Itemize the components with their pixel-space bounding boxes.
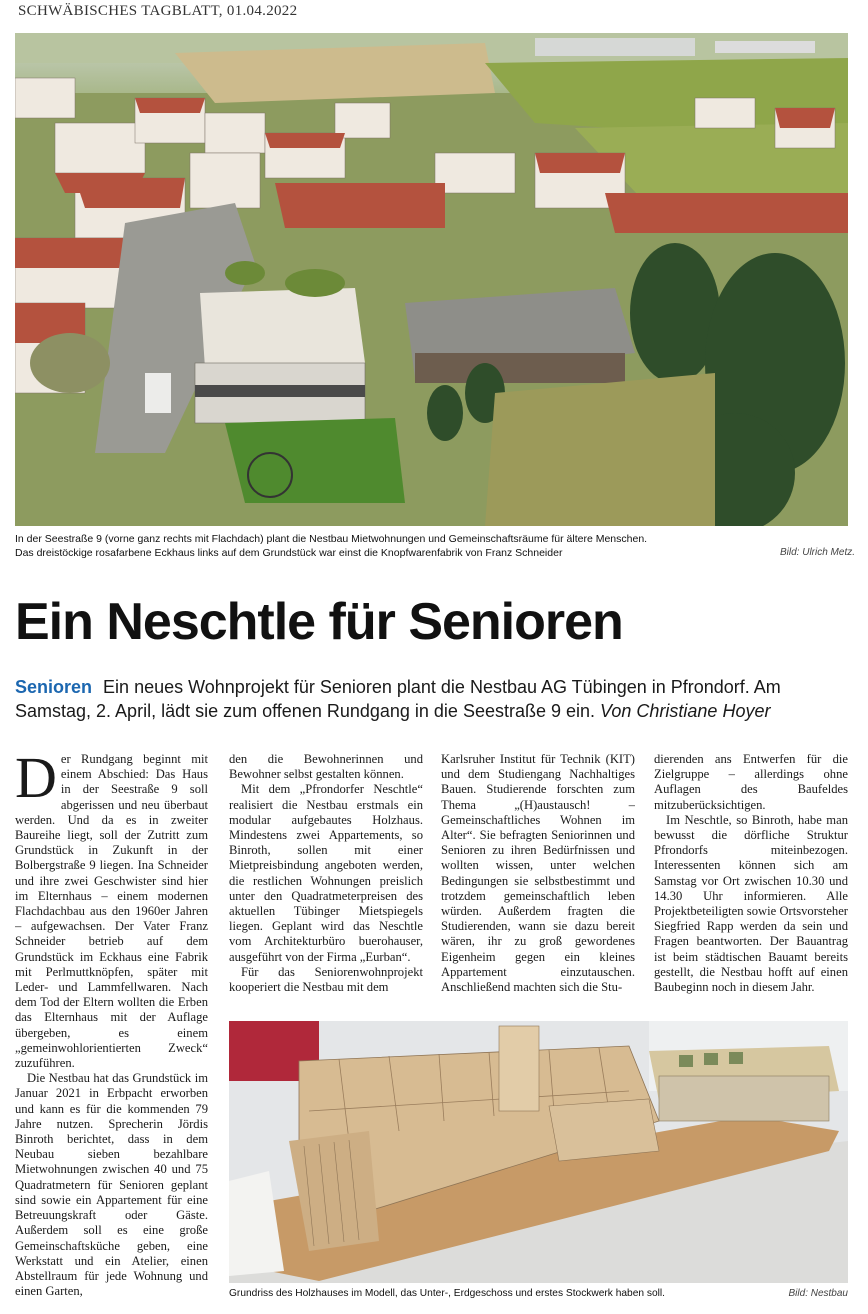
body-column-2 [229, 752, 423, 1014]
body-column-1 [15, 752, 208, 1306]
body-paragraph: dierenden ans Entwerfen für die Zielgruppe – allerdings ohne Auflagen des Baufeldes mitzuberücksichtigen. [654, 752, 848, 812]
model-photo-caption [229, 1287, 848, 1301]
model-photo-credit: Bild: Nestbau [788, 1288, 848, 1299]
aerial-photo-illustration [15, 33, 848, 526]
top-photo-caption-line2: Das dreistöckige rosafarbene Eckhaus links auf dem Grundstück war einst die Knopfwarenfabrik von Franz Schneider [15, 547, 563, 559]
lead-author: Von Christiane Hoyer [600, 701, 771, 721]
lead-paragraph [15, 675, 855, 723]
body-paragraph: Karlsruher Institut für Technik (KIT) und dem Studiengang Nachhaltiges Bauen. Studierende forschten zum Thema „(H)austausch! – Gemeinschaftliches Wohnen im Alter“. Sie befragten Seniorinnen und Senioren zu ihren Bedürfnissen und wollten wissen, unter welchen Bedingungen sie selbstbestimmt und trotzdem gemeinschaftlich leben würden. Außerdem fragten die Studierenden, wann sie dazu bereit wären, ihr zu groß gewordenes Eigenheim gegen ein kleines Appartement einzutauschen. Anschließend machten sich die Stu- [441, 752, 635, 995]
headline: Ein Neschtle für Senioren [15, 593, 623, 651]
aerial-photo [15, 33, 848, 526]
top-photo-credit: Bild: Ulrich Metz. [779, 547, 855, 558]
lead-rubric: Senioren [15, 677, 93, 697]
dropcap: D [15, 752, 57, 810]
body-column-4 [654, 752, 848, 1014]
body-paragraph: er Rundgang beginnt mit einem Abschied: Das Haus in der Seestraße 9 soll abgerissen und neu überbaut werden. Und da es in zweiter Baureihe liegt, soll der Zutritt zum Grundstück in Zukunft in der Bolbergstraße 9 liegen. Ina Schneider und ihre zwei Geschwister sind hier im Elternhaus – einem modernen Flachdachbau aus den 1960er Jahren – aufgewachsen. Der Vater Franz Schneider betrieb auf dem Grundstück im Eckhaus eine Fabrik mit Perlmuttknöpfen, später mit Leder- und Lammfellwaren. Nach dem Tod der Eltern wollten die Erben das Elternhaus mit der Auflage übergeben, es einem „gemeinwohlorientierten Zweck“ zuzuführen. [15, 752, 208, 1071]
top-photo-caption [15, 532, 855, 560]
model-photo-caption-text: Grundriss des Holzhauses im Modell, das Unter-, Erdgeschoss und erstes Stockwerk haben soll. [229, 1288, 665, 1299]
model-photo [229, 1021, 848, 1283]
masthead: SCHWÄBISCHES TAGBLATT, 01.04.2022 [18, 3, 298, 19]
body-paragraph: Die Nestbau hat das Grundstück im Januar 2021 in Erbpacht erworben und kann es für die kommenden 79 Jahre nutzen. Sprecherin Jördis Binroth berichtet, dass in dem Neubau sieben bezahlbare Mietwohnungen zwischen 40 und 75 Quadratmetern für Senioren geplant sind sowie ein Appartement für eine Betreuungskraft oder Gäste. Außerdem soll es eine große Gemeinschaftsküche geben, eine Werkstatt und ein Atelier, einen Abstellraum für jede Wohnung und einen Garten, [15, 1071, 208, 1299]
lead-text: Ein neues Wohnprojekt für Senioren plant die Nestbau AG Tübingen in Pfrondorf. Am Samstag, 2. April, lädt sie zum offenen Rundgang in die Seestraße 9 ein. [15, 677, 781, 721]
body-paragraph: Für das Seniorenwohnprojekt kooperiert die Nestbau mit dem [229, 964, 423, 995]
model-photo-illustration [229, 1021, 848, 1283]
body-paragraph: Mit dem „Pfrondorfer Neschtle“ realisiert die Nestbau erstmals ein modular aufgebautes Holzhaus. Mindestens zwei Appartements, so Binroth, sollen mit einer Mietpreisbindung angeboten werden, die restlichen Wohnungen preislich unter den Quadratmeterpreisen des aktuellen Tübinger Mietspiegels liegen. Geplant wird das Neschtle vom Architekturbüro buerohauser, ausgeführt von der Firma „Eurban“. [229, 782, 423, 964]
body-paragraph: Im Neschtle, so Binroth, habe man bewusst die dörfliche Struktur Pfrondorfs miteinbezogen. Interessenten können sich am Samstag vor Ort zwischen 10.30 und 14.30 Uhr informieren. Alle Projektbeteiligten sowie Ortsvorsteher Siegfried Rapp werden da sein und Fragen beantworten. Der Bauantrag ist beim städtischen Bauamt bereits gestellt, die Nestbau hofft auf einen Baubeginn noch in diesem Jahr. [654, 812, 848, 995]
top-photo-caption-line1: In der Seestraße 9 (vorne ganz rechts mit Flachdach) plant die Nestbau Mietwohnungen und Gemeinschaftsräume für ältere Menschen. [15, 533, 648, 545]
body-column-3 [441, 752, 635, 1014]
body-paragraph: den die Bewohnerinnen und Bewohner selbst gestalten können. [229, 752, 423, 782]
